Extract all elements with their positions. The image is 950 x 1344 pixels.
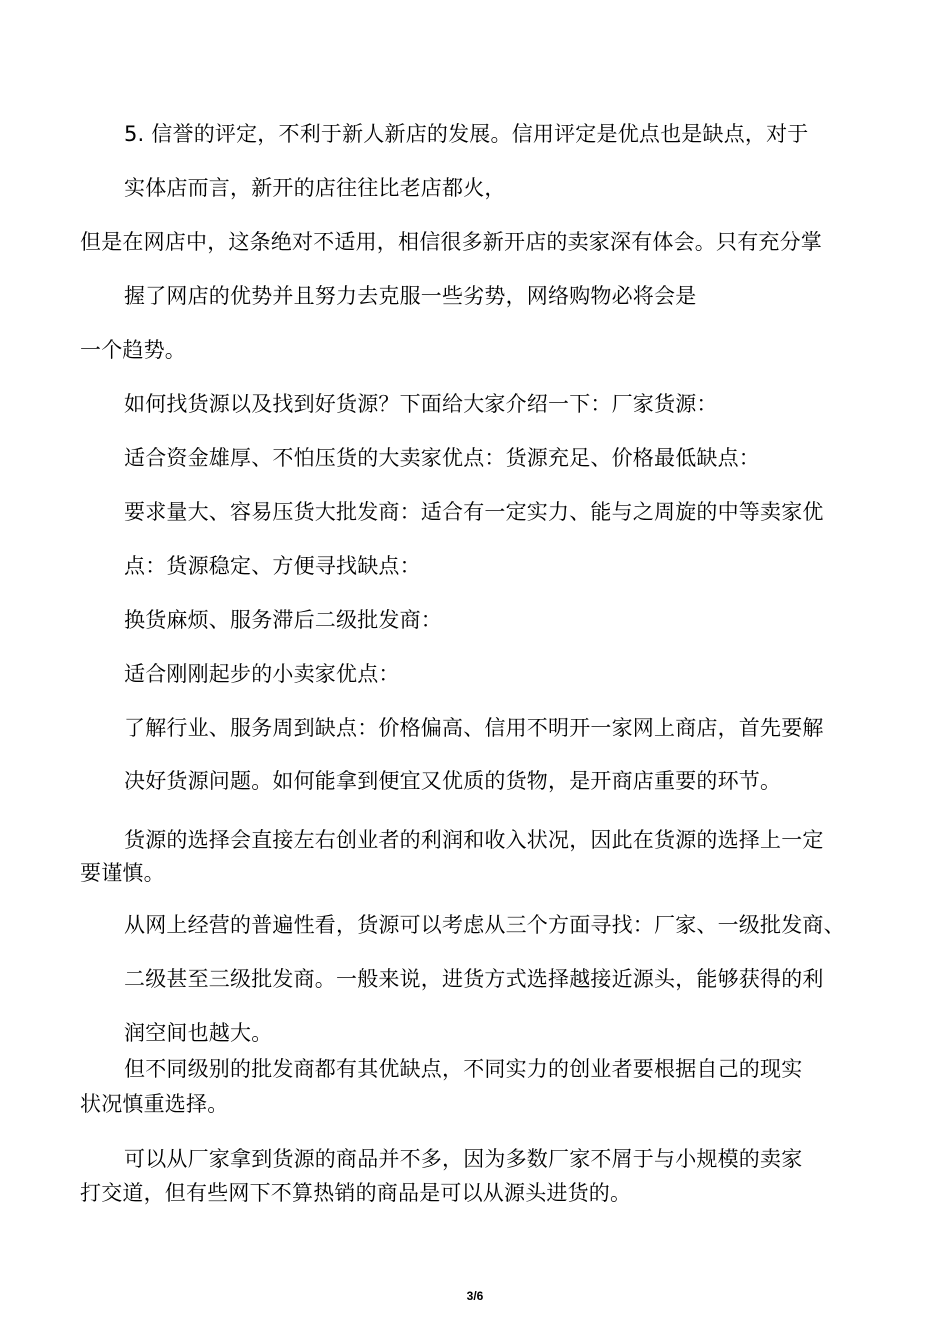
text-line: 从网上经营的普遍性看，货源可以考虑从三个方面寻找：厂家、一级批发商、: [124, 913, 845, 937]
text-line: 要求量大、容易压货大批发商：适合有一定实力、能与之周旋的中等卖家优: [124, 500, 824, 524]
text-line: 一个趋势。: [80, 338, 186, 362]
text-line: 但是在网店中，这条绝对不适用，相信很多新开店的卖家深有体会。只有充分掌: [80, 230, 822, 254]
text-line: 状况慎重选择。: [80, 1092, 229, 1116]
text-line: 二级甚至三级批发商。一般来说，进货方式选择越接近源头，能够获得的利: [124, 967, 824, 991]
text-line: 但不同级别的批发商都有其优缺点，不同实力的创业者要根据自己的现实: [124, 1057, 803, 1081]
text-line: 如何找货源以及找到好货源？下面给大家介绍一下：厂家货源：: [124, 392, 718, 416]
text-line: 可以从厂家拿到货源的商品并不多，因为多数厂家不屑于与小规模的卖家: [124, 1147, 803, 1171]
page-number: 3/6: [466, 1289, 484, 1303]
text-line: 润空间也越大。: [124, 1021, 273, 1045]
text-line: 换货麻烦、服务滞后二级批发商：: [124, 608, 442, 632]
text-line: 5. 信誉的评定，不利于新人新店的发展。信用评定是优点也是缺点，对于: [124, 122, 809, 146]
text-line: 打交道，但有些网下不算热销的商品是可以从源头进货的。: [80, 1181, 632, 1205]
text-line: 要谨慎。: [80, 861, 165, 885]
text-line: 适合刚刚起步的小卖家优点：: [124, 662, 400, 686]
text-line: 点：货源稳定、方便寻找缺点：: [124, 554, 421, 578]
text-line: 了解行业、服务周到缺点：价格偏高、信用不明开一家网上商店，首先要解: [124, 716, 824, 740]
text-line: 决好货源问题。如何能拿到便宜又优质的货物，是开商店重要的环节。: [124, 769, 782, 793]
text-line: 握了网店的优势并且努力去克服一些劣势，网络购物必将会是: [124, 284, 697, 308]
text-line: 货源的选择会直接左右创业者的利润和收入状况，因此在货源的选择上一定: [124, 828, 824, 852]
text-line: 实体店而言，新开的店往往比老店都火，: [124, 176, 506, 200]
text-line: 适合资金雄厚、不怕压货的大卖家优点：货源充足、价格最低缺点：: [124, 446, 760, 470]
